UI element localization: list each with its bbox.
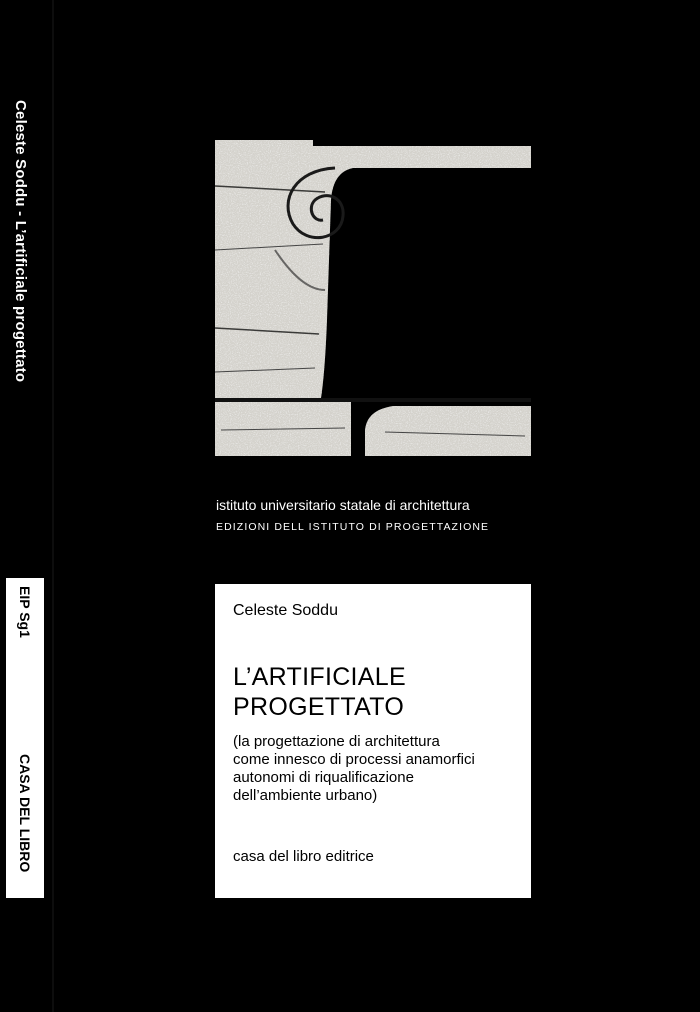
subtitle-line: autonomi di riqualificazione <box>233 769 414 786</box>
subtitle-line: come innesco di processi anamorfici <box>233 751 475 768</box>
spine-title: Celeste Soddu - L’artificiale progettato <box>12 100 29 383</box>
cover-photo <box>215 140 531 456</box>
subtitle-line: dell’ambiente urbano) <box>233 787 378 804</box>
subtitle-line: (la progettazione di architettura <box>233 733 440 750</box>
book-title <box>233 662 523 722</box>
series-name: EDIZIONI DELL ISTITUTO DI PROGETTAZIONE <box>216 521 490 533</box>
spine-divider <box>52 0 54 1012</box>
ledge-shadow <box>215 398 531 402</box>
spine-series-code: EIP Sg1 <box>17 586 33 638</box>
institute-name: istituto universitario statale di architettura <box>216 497 470 513</box>
spine-publisher: CASA DEL LIBRO <box>17 754 33 873</box>
publisher-name: casa del libro editrice <box>233 848 374 865</box>
title-box <box>215 584 531 898</box>
book-subtitle <box>233 733 523 805</box>
title-line: L’ARTIFICIALE <box>233 663 406 691</box>
author-name: Celeste Soddu <box>233 602 338 619</box>
spine-label-box <box>6 578 44 898</box>
title-line: PROGETTATO <box>233 693 405 721</box>
